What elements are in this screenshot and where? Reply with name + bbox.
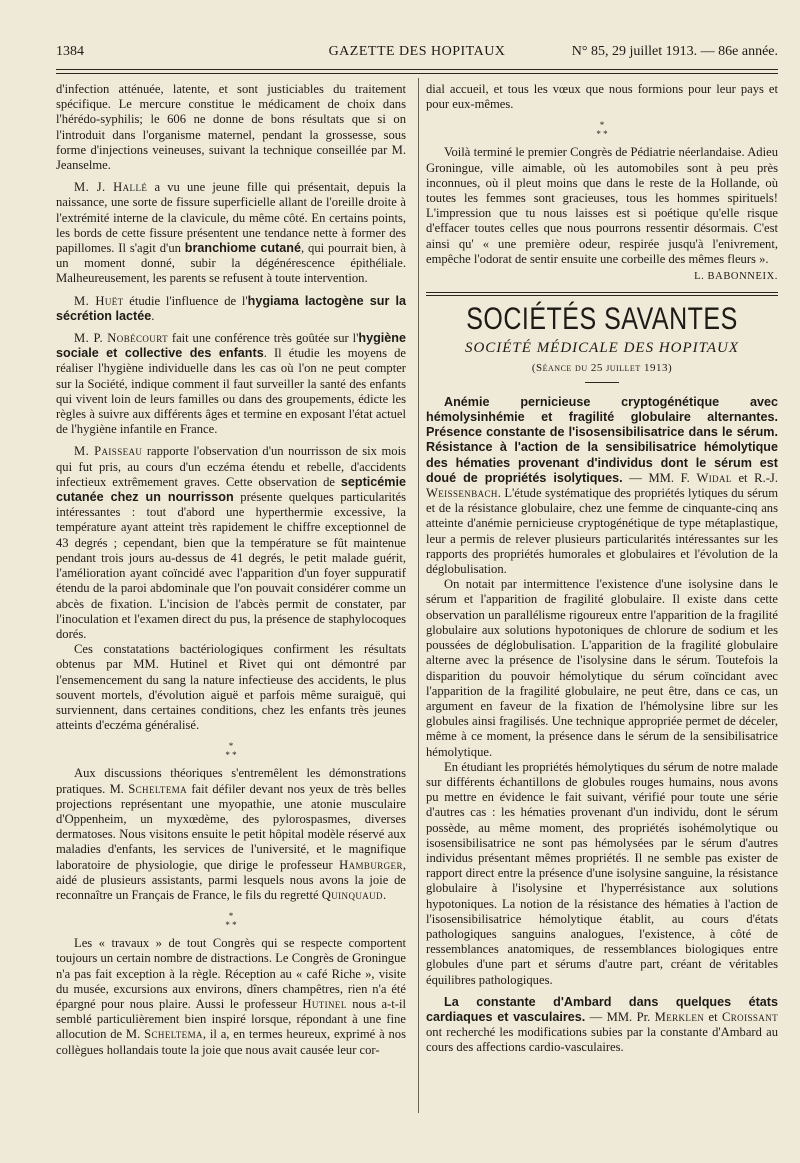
paragraph: Voilà terminé le premier Congrès de Pédiatrie néerlandaise. Adieu Groningue, ville aimable, où les automobiles sont à peu près inconnues, où il pleut moins que dans le reste de la Hollande, où toutes les femmes sont gracieuses, tous les hommes spirituels! L'impression que tu nous laisses est si poétique qu'elle risque d'effacer toutes celles que nous pourrons ressentir désormais. C'est ainsi qu' « une première odeur, respirée jusqu'à l'enivrement, empêche l'odorat de sentir ensuite une corbeille des mêmes fleurs ». — [426, 145, 778, 266]
person-name: Scheltema — [144, 1027, 203, 1042]
asterism-divider: * * * — [225, 741, 237, 761]
session-date: (Séance du 25 juillet 1913) — [531, 361, 673, 374]
paragraph: La constante d'Ambard dans quelques états cardiaques et vasculaires. — MM. Pr. Merklen et Croissant ont recherché les modifications subies par la constante d'Ambard au cours des affections cardio-vasculaires. — [426, 994, 778, 1055]
paragraph: M. Huët étudie l'influence de l'hygiama lactogène sur la sécrétion lactée. — [56, 293, 407, 323]
society-title: SOCIÉTÉ MÉDICALE DES HOPITAUX — [464, 340, 740, 357]
paragraph: M. P. Nobécourt fait une conférence très goûtée sur l'hygiène sociale et collective des enfants. Il étudie les moyens de réaliser l'hygiène individuelle dans les cas où l'on ne peut compter sur la Société, indique comment il faut surveiller la santé des enfants qui vivent loin de leurs familles ou dans des groupements, édicte les règles à suivre aux différents âges et termine en exposant l'état actuel de l'hygiène infantile en France. — [56, 331, 406, 437]
author-name: M. P. Nobécourt — [74, 331, 168, 346]
left-column — [56, 82, 406, 1058]
asterism-divider: * * * — [225, 911, 237, 931]
article-heading: Anémie pernicieuse cryptogénétique avec hémolysinhémie et fragilité globulaire alternantes. Présence constante de l'isosensibilisatrice dans le sérum. Résistance à l'action de la sensibilisatrice hémolytique des hématies provenant d'individus dont le sérum est doué de propriétés isolytiques. — [426, 394, 778, 485]
header-rule-thick — [56, 69, 778, 70]
paragraph: Ces constatations bactériologiques confirment les résultats obtenus par MM. Hutinel et Rivet qui ont démontré par l'ensemencement du sang la nature infectieuse des accidents, le plus souvent mortels, d'évolution aiguë et parfois même suraiguë, qui surviennent, dans certaines conditions, chez les enfants très jeunes atteints d'eczéma généralisé. — [56, 642, 406, 733]
header-rule-thin — [56, 73, 778, 74]
bold-topic: branchiome cutané — [184, 241, 301, 256]
page-number: 1384 — [56, 44, 84, 59]
paragraph: d'infection atténuée, latente, et sont justiciables du traitement spécifique. Le mercure constitue le médicament de choix dans l'hérédo-syphilis; le 606 ne donne de bons résultats que si on l'introduit dans l'organisme maternel, pendant la grossesse, sous forme d'injections veineuses, suivant la technique conseillée par M. Jeanselme. — [56, 82, 406, 173]
bold-topic: hygiama lactogène sur la sécrétion lactée — [56, 293, 407, 323]
author-name: M. Paisseau — [74, 444, 143, 459]
paragraph: Les « travaux » de tout Congrès qui se respecte comportent toujours un certain nombre de distractions. Le Congrès de Groningue n'a pas fait exception à la règle. Réception au « café Riche », visite du musée, excursions aux environs, dîners champêtres, rien n'a été épargné pour nous plaire. Aussi le professeur Hutinel nous a-t-il semblé particulièrement bien inspiré lorsque, répondant à une fine allocution de M. Scheltema, il a, en termes heureux, exprimé à nos collègues hollandais toute la joie que nous avait causée leur cor- — [56, 936, 406, 1057]
article-heading: La constante d'Ambard dans quelques états cardiaques et vasculaires. — [426, 994, 778, 1024]
section-rule — [426, 292, 778, 293]
paragraph: On notait par intermittence l'existence d'une isolysine dans le sérum et l'apparition de fragilité globulaire. Il existe dans cette observation un parallélisme rigoureux entre l'apparition de la fragilité globulaire aux solutions hypotoniques de chlorure de sodium et les poussées de déglobulisation. L'apparition de la fragilité globulaire alterne avec la présence de l'isolysine dans le sérum. Toutefois la disparition du pouvoir hémolytique du sérum coïncidant avec l'apparition de la fragilité globulaire, ne peut être, dans ce cas, un argument en faveur de la fixation de l'hémolysine libre sur les globules ainsi fragilisés. Une technique appropriée permet de déceler, même à ce moment, la présence dans le sérum de la sensibilisatrice hémolytique. — [426, 577, 778, 759]
bold-topic: septicémie cutanée chez un nourrisson — [56, 474, 406, 505]
author-name: M. Huët — [74, 293, 124, 308]
section-rule — [426, 295, 778, 296]
author-name: Widal — [696, 470, 732, 485]
author-name: Croissant — [721, 1009, 778, 1024]
author-name: Weissenbach — [426, 486, 498, 501]
paragraph: M. Paisseau rapporte l'observation d'un nourrisson de six mois qui fut pris, au cours d'un eczéma étendu et rebelle, d'accidents infectieux extrêmement graves. Cette observation de septicémie cutanée chez un nourrisson présente quelques particularités intéressantes : tout d'abord une hyperthermie excessive, la température ayant atteint très rapidement le chiffre exceptionnel de 43 degrés ; cependant, bien que la température se fût maintenue pendant trois jours au-dessus de 41 degrés, le petit malade guérit, l'amélioration ayant coïncidé avec l'apparition d'un foyer suppuratif étendu de la paroi abdominale que l'on pouvait considérer comme un abcès de fixation. L'incision de l'abcès permit de constater, par l'inoculation et l'examen direct du pus, la présence de staphylocoques dorés. — [56, 444, 407, 641]
paragraph: En étudiant les propriétés hémolytiques du sérum de notre malade sur différents échantillons de globules rouges humains, nous avons pu mettre en évidence le fait suivant, vérifié pour toute une série d'autres cas : les hématies provenant d'un individu, dont le sérum possède, au même moment, des propriétés isohémolytique ou isosensibilisatrice ne sont pas hémolysées par le sérum d'autres individus présentant mêmes propriétés. Il ne semble pas exister de rapport direct entre la présence d'une isolysine sanguine, la résistance globulaire à l'isolysine et l'hyperrésistance aux solutions hypotoniques. La notion de la résistance des hématies à l'action de l'isosensibilisatrice hémolytique établit, au cours d'états pathologiques sanguins analogues, l'existence, à côté de ressemblances anatomiques, de ressemblances biologiques entre globules d'une part et sérums d'autre part, créant de véritables équilibres pathologiques. — [426, 759, 778, 987]
person-name: Scheltema — [128, 781, 188, 796]
column-divider — [418, 78, 419, 1113]
paragraph: dial accueil, et tous les vœux que nous formions pour leur pays et pour eux-mêmes. — [426, 82, 778, 112]
section-title: SOCIÉTÉS SAVANTES — [466, 301, 738, 337]
author-name: Merklen — [654, 1009, 705, 1024]
running-header — [56, 40, 778, 64]
bold-topic: hygiène sociale et collective des enfants — [56, 331, 406, 361]
person-name: Hutinel — [302, 996, 347, 1011]
paragraph: Anémie pernicieuse cryptogénétique avec hémolysinhémie et fragilité globulaire alternantes. Présence constante de l'isosensibilisatrice dans le sérum. Résistance à l'action de la sensibilisatrice hémolytique des hématies provenant d'individus dont le sérum est doué de propriétés isolytiques. — MM. F. Widal et R.-J. Weissenbach. L'étude systématique des propriétés lytiques du sérum et de la résistance globulaire, chez une femme de cinquante-cinq ans atteinte d'anémie pernicieuse cryptogénétique de type métaplastique, leur a permis de relever plusieurs particularités intéressantes sur les rapports des propriétés humorales et globulaires et l'évolution de la déglobulisation. — [426, 394, 778, 577]
person-name: Hamburger — [339, 857, 403, 872]
asterism-divider: * * * — [596, 120, 608, 140]
journal-title: GAZETTE DES HOPITAUX — [328, 44, 506, 59]
signature: L. BABONNEIX. — [694, 271, 778, 283]
paragraph: Aux discussions théoriques s'entremêlent les démonstrations pratiques. M. Scheltema fait défiler devant nos yeux de très belles projections représentant une myopathie, une atonie musculaire d'Oppenheim, un myxœdème, des pylorospasmes, diverses dermatoses. Nous visitons ensuite le petit hôpital modèle réservé aux maladies d'enfants, les services de l'université, et le magnifique laboratoire de physiologie, que dirige le professeur Hamburger, aidé de plusieurs assistants, parmi lesquels nous avons la joie de reconnaître un Français de France, le fils du regretté Quinquaud. — [56, 766, 406, 902]
issue-info: N° 85, 29 juillet 1913. — 86e année. — [571, 44, 778, 59]
person-name: Quinquaud — [321, 887, 383, 902]
short-rule — [585, 382, 619, 383]
paragraph: M. J. Hallé a vu une jeune fille qui présentait, depuis la naissance, une sorte de fissure superficielle allant de l'oreille droite à l'extrémité interne de la clavicule, du même côté. En certains points, les bords de cette fissure présentent une tendance nette à former des papillomes. Il s'agit d'un branchiome cutané, qui pourrait bien, à un moment donné, subir la dégénérescence épithéliale. Malheureusement, les parents se refusent à toute intervention. — [56, 180, 407, 286]
right-column — [426, 82, 778, 1056]
author-name: M. J. Hallé — [74, 180, 148, 195]
